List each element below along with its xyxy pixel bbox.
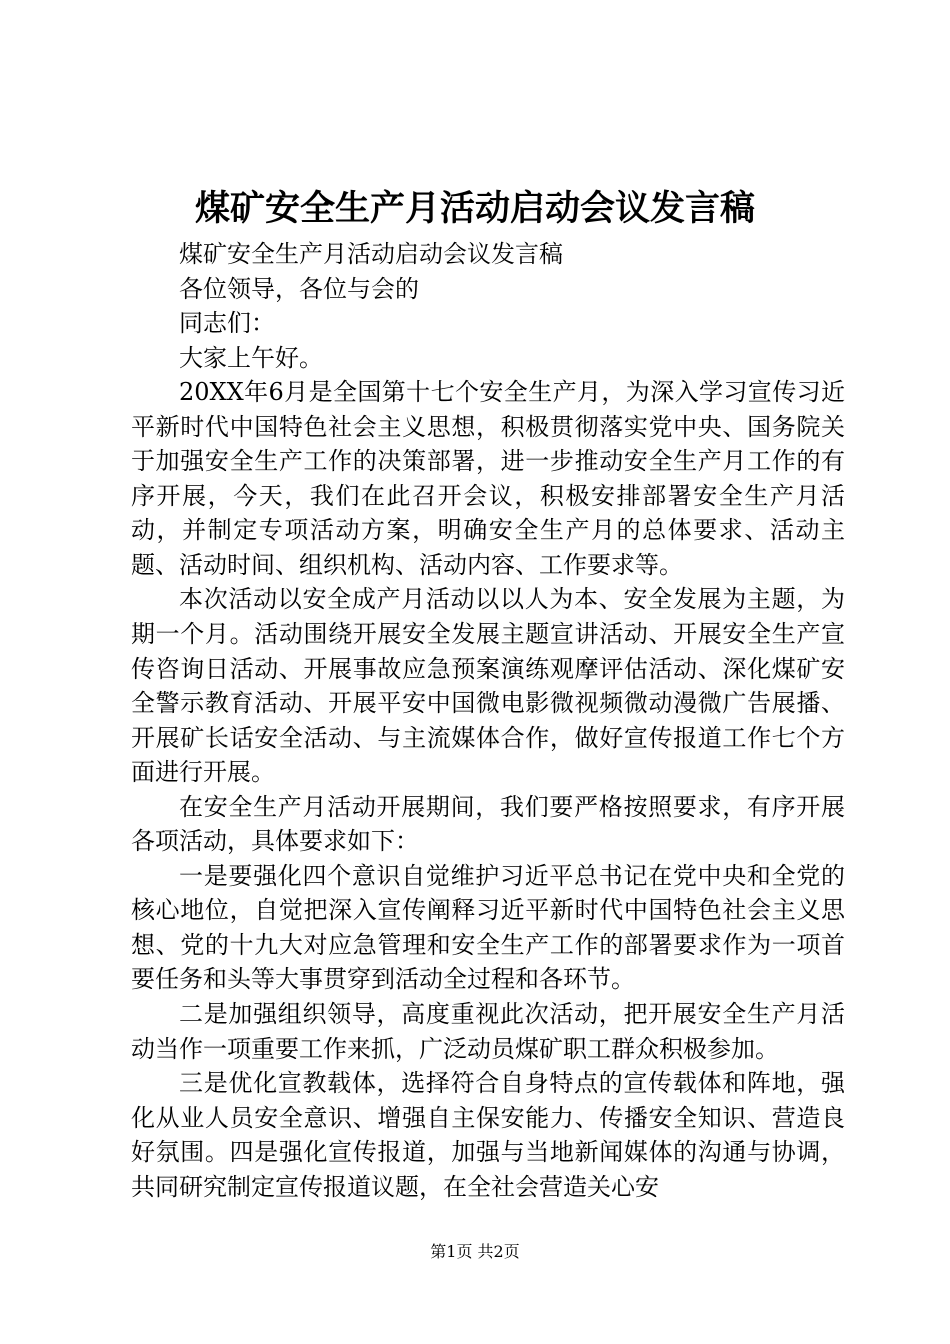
body-paragraph: 一是要强化四个意识自觉维护习近平总书记在党中央和全党的核心地位，自觉把深入宣传阐释习近平新时代中国特色社会主义思想、党的十九大对应急管理和安全生产工作的部署要求作为一项首要任务和头等大事贯穿到活动全过程和各环节。: [131, 861, 845, 994]
document-body: [131, 237, 845, 1204]
body-paragraph: 二是加强组织领导，高度重视此次活动，把开展安全生产月活动当作一项重要工作来抓，广泛动员煤矿职工群众积极参加。: [131, 1000, 845, 1063]
body-paragraph: 20XX年6月是全国第十七个安全生产月，为深入学习宣传习近平新时代中国特色社会主义思想，积极贯彻落实党中央、国务院关于加强安全生产工作的决策部署，进一步推动安全生产月工作的有序开展，今天，我们在此召开会议，积极安排部署安全生产月活动，并制定专项活动方案，明确安全生产月的总体要求、活动主题、活动时间、组织机构、活动内容、工作要求等。: [131, 378, 845, 579]
body-paragraph: 各位领导，各位与会的: [179, 274, 419, 303]
body-paragraph: 三是优化宣教载体，选择符合自身特点的宣传载体和阵地，强化从业人员安全意识、增强自主保安能力、传播安全知识、营造良好氛围。四是强化宣传报道，加强与当地新闻媒体的沟通与协调，共同研究制定宣传报道议题，在全社会营造关心安: [131, 1069, 845, 1201]
body-paragraph: 同志们：: [179, 309, 275, 338]
page-footer: 第1页 共2页: [430, 1242, 520, 1261]
body-paragraph: 本次活动以安全成产月活动以以人为本、安全发展为主题，为期一个月。活动围绕开展安全发展主题宣讲活动、开展安全生产宣传咨询日活动、开展事故应急预案演练观摩评估活动、深化煤矿安全警示教育活动、开展平安中国微电影微视频微动漫微广告展播、开展矿长话安全活动、与主流媒体合作，做好宣传报道工作七个方面进行开展。: [131, 585, 845, 787]
body-paragraph: 在安全生产月活动开展期间，我们要严格按照要求，有序开展各项活动，具体要求如下：: [131, 792, 845, 856]
document-title: 煤矿安全生产月活动启动会议发言稿: [194, 188, 755, 229]
body-paragraph: 煤矿安全生产月活动启动会议发言稿: [179, 240, 563, 268]
body-paragraph: 大家上午好。: [179, 343, 323, 372]
